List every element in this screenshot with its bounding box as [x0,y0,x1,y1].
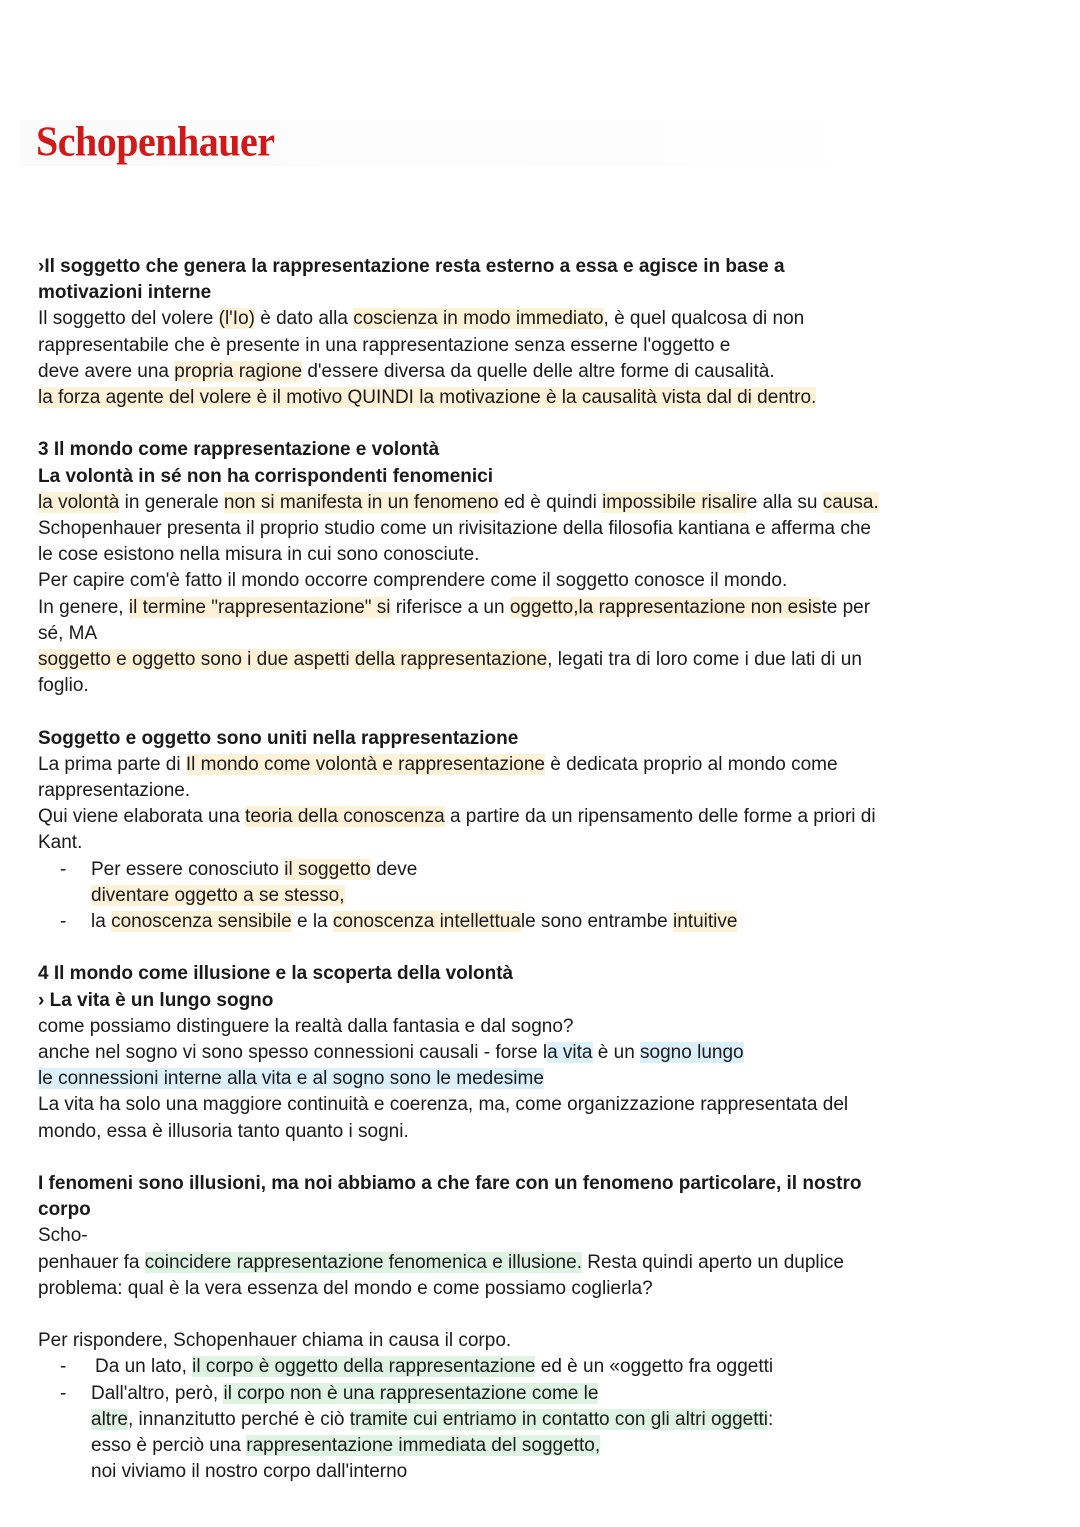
section-heading: Soggetto e oggetto sono uniti nella rappresentazione [38,727,519,749]
paragraph: Il soggetto del volere (l'Io) è dato alla coscienza in modo immediato, è quel qualcosa di non rappresentabile che è presente in una rappresentazione senza esserne l'oggetto e [38,308,805,356]
paragraph: soggetto e oggetto sono i due aspetti della rappresentazione, legati tra di loro come i due lati di un foglio. [38,649,862,697]
paragraph: deve avere una propria ragione d'essere diversa da quelle delle altre forme di causalità. [38,360,775,382]
paragraph: Per capire com'è fatto il mondo occorre comprendere come il soggetto conosce il mondo. [38,570,788,592]
bullet-list [38,1354,888,1485]
section-heading: I fenomeni sono illusioni, ma noi abbiamo a che fare con un fenomeno particolare, il nostro corpo [38,1173,862,1221]
paragraph: la forza agente del volere è il motivo QUINDI la motivazione è la causalità vista dal di dentro. [38,387,817,409]
paragraph: le connessioni interne alla vita e al sogno sono le medesime [38,1068,544,1090]
section-subheading: La volontà in sé non ha corrispondenti fenomenici [38,465,493,487]
paragraph: Scho- [38,1225,88,1247]
bullet-list [38,857,888,936]
document-body [38,254,888,1485]
paragraph: In genere, il termine "rappresentazione" si riferisce a un oggetto,la rappresentazione non esiste per sé, MA [38,596,871,644]
paragraph: La vita ha solo una maggiore continuità e coerenza, ma, come organizzazione rappresentata del mondo, essa è illusoria tanto quanto i sogni. [38,1094,849,1142]
list-item: - Per essere conosciuto il soggetto deve diventare oggetto a se stesso, [38,857,888,909]
paragraph: Per rispondere, Schopenhauer chiama in causa il corpo. [38,1330,512,1352]
paragraph: Schopenhauer presenta il proprio studio come un rivisitazione della filosofia kantiana e afferma che le cose esistono nella misura in cui sono conosciute. [38,518,871,566]
list-item: - Da un lato, il corpo è oggetto della rappresentazione ed è un «oggetto fra oggetti [38,1354,888,1380]
paragraph: come possiamo distinguere la realtà dalla fantasia e dal sogno? [38,1015,574,1037]
paragraph: Qui viene elaborata una teoria della conoscenza a partire da un ripensamento delle forme a priori di Kant. [38,806,876,854]
paragraph: anche nel sogno vi sono spesso connessioni causali - forse la vita è un sogno lungo [38,1042,744,1064]
paragraph: La prima parte di Il mondo come volontà e rappresentazione è dedicata proprio al mondo come rappresentazione. [38,753,838,802]
section-heading: 3 Il mondo come rappresentazione e volontà [38,439,440,461]
section-heading: 4 Il mondo come illusione e la scoperta della volontà [38,963,514,985]
paragraph: la volontà in generale non si manifesta in un fenomeno ed è quindi impossibile risalire alla su causa. [38,491,879,513]
section-subheading: › La vita è un lungo sogno [38,989,274,1011]
section-heading: ›Il soggetto che genera la rappresentazione resta esterno a essa e agisce in base a motivazioni interne [38,256,785,304]
paragraph: penhauer fa coincidere rappresentazione fenomenica e illusione. Resta quindi aperto un duplice problema: qual è la vera essenza del mondo e come possiamo coglierla? [38,1251,844,1299]
page-title: Schopenhauer [36,117,275,166]
list-item: - la conoscenza sensibile e la conoscenza intellettuale sono entrambe intuitive [38,909,888,935]
list-item: - Dall'altro, però, il corpo non è una rappresentazione come le altre, innanzitutto perché è ciò tramite cui entriamo in contatto con gli altri oggetti: esso è perciò una rappresentazione immediata del soggetto, noi viviamo il nostro corpo dall'interno [38,1381,888,1486]
